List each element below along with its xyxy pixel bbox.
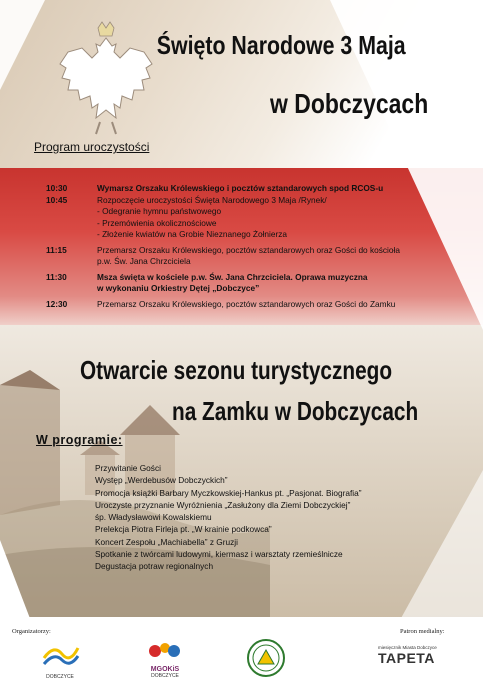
- round-seal-logo: [246, 638, 286, 678]
- tapeta-logo: [378, 645, 448, 675]
- schedule-text: Przemarsz Orszaku Królewskiego, pocztów sztandarowych oraz Gości do kościoła: [97, 244, 400, 255]
- events-heading: W programie:: [36, 433, 123, 447]
- mgokis-shapes-icon: [143, 640, 187, 662]
- list-item: Spotkanie z twórcami ludowymi, kiermasz i warsztaty rzemieślnicze: [95, 549, 343, 560]
- schedule-row: [46, 245, 456, 257]
- schedule-time: 10:30: [46, 183, 68, 193]
- list-item: Przywitanie Gości: [95, 463, 161, 473]
- schedule-row: [46, 183, 456, 195]
- list-item: śp. Władysławowi Kowalskiemu: [95, 512, 212, 523]
- second-title-line-2: na Zamku w Dobczycach: [172, 396, 419, 426]
- main-title-line-1: Święto Narodowe 3 Maja: [156, 30, 406, 60]
- logo-name: MGOKiS: [150, 666, 180, 673]
- logo-caption: DOBCZYCE: [151, 673, 179, 679]
- schedule-time: 12:30: [46, 298, 68, 309]
- events-list: [95, 463, 362, 574]
- schedule-row: [46, 256, 456, 268]
- program-heading: Program uroczystości: [34, 140, 150, 154]
- patron-small-caption: miesięcznik Miasta Dobczyce: [378, 645, 437, 650]
- schedule-text: - Przemówienia okolicznościowe: [97, 217, 217, 228]
- schedule-text: Przemarsz Orszaku Królewskiego, pocztów sztandarowych oraz Gości do Zamku: [97, 298, 396, 309]
- list-item: Uroczyste przyznanie Wyróżnienia „Zasłużony dla Ziemi Dobczyckiej”: [95, 499, 351, 510]
- schedule-text: Wymarsz Orszaku Królewskiego i pocztów sztandarowych spod RCOS-u: [97, 183, 384, 193]
- patron-name: TAPETA: [378, 650, 435, 666]
- organizers-label: Organizatorzy:: [12, 628, 51, 635]
- schedule-row: [46, 195, 456, 207]
- schedule-row: [46, 299, 456, 311]
- schedule-text: w wykonaniu Orkiestry Dętej „Dobczyce”: [97, 283, 260, 293]
- list-item: Degustacja potraw regionalnych: [95, 561, 214, 572]
- schedule-text: Msza święta w kościele p.w. Św. Jana Chrzciciela. Oprawa muzyczna: [97, 271, 368, 282]
- schedule-row: [46, 229, 456, 241]
- schedule-text: - Odegranie hymnu państwowego: [97, 206, 222, 216]
- logo-caption: DOBCZYCE: [46, 674, 74, 680]
- dobczyce-wave-icon: [40, 640, 80, 670]
- list-item: Występ „Werdebusów Dobczyckich”: [95, 475, 228, 486]
- main-title-line-2: w Dobczycach: [270, 88, 429, 119]
- list-item: Koncert Zespołu „Machiabella” z Gruzji: [95, 536, 238, 547]
- mgokis-logo: [143, 640, 187, 680]
- schedule-row: [46, 283, 456, 295]
- schedule-list: [46, 183, 456, 310]
- dobczyce-logo: [40, 640, 80, 680]
- schedule-row: [46, 272, 456, 284]
- list-item: Prelekcja Piotra Firleja pt. „W krainie podkowca”: [95, 524, 272, 535]
- schedule-row: [46, 206, 456, 218]
- schedule-time: 11:30: [46, 271, 67, 282]
- schedule-time: 11:15: [46, 244, 67, 255]
- schedule-text: - Złożenie kwiatów na Grobie Nieznanego Żołnierza: [97, 229, 288, 239]
- second-title-line-1: Otwarcie sezonu turystycznego: [80, 355, 393, 385]
- round-seal-icon: [246, 638, 286, 678]
- schedule-time: 10:45: [46, 194, 68, 205]
- white-eagle-emblem: [52, 18, 160, 138]
- schedule-text: p.w. Św. Jana Chrzciciela: [97, 256, 191, 266]
- patron-label: Patron medialny:: [400, 628, 445, 635]
- schedule-text: Rozpoczęcie uroczystości Święta Narodowego 3 Maja /Rynek/: [97, 194, 327, 205]
- list-item: Promocja książki Barbary Myczkowskiej-Hankus pt. „Pasjonat. Biografia”: [95, 487, 362, 498]
- schedule-row: [46, 218, 456, 230]
